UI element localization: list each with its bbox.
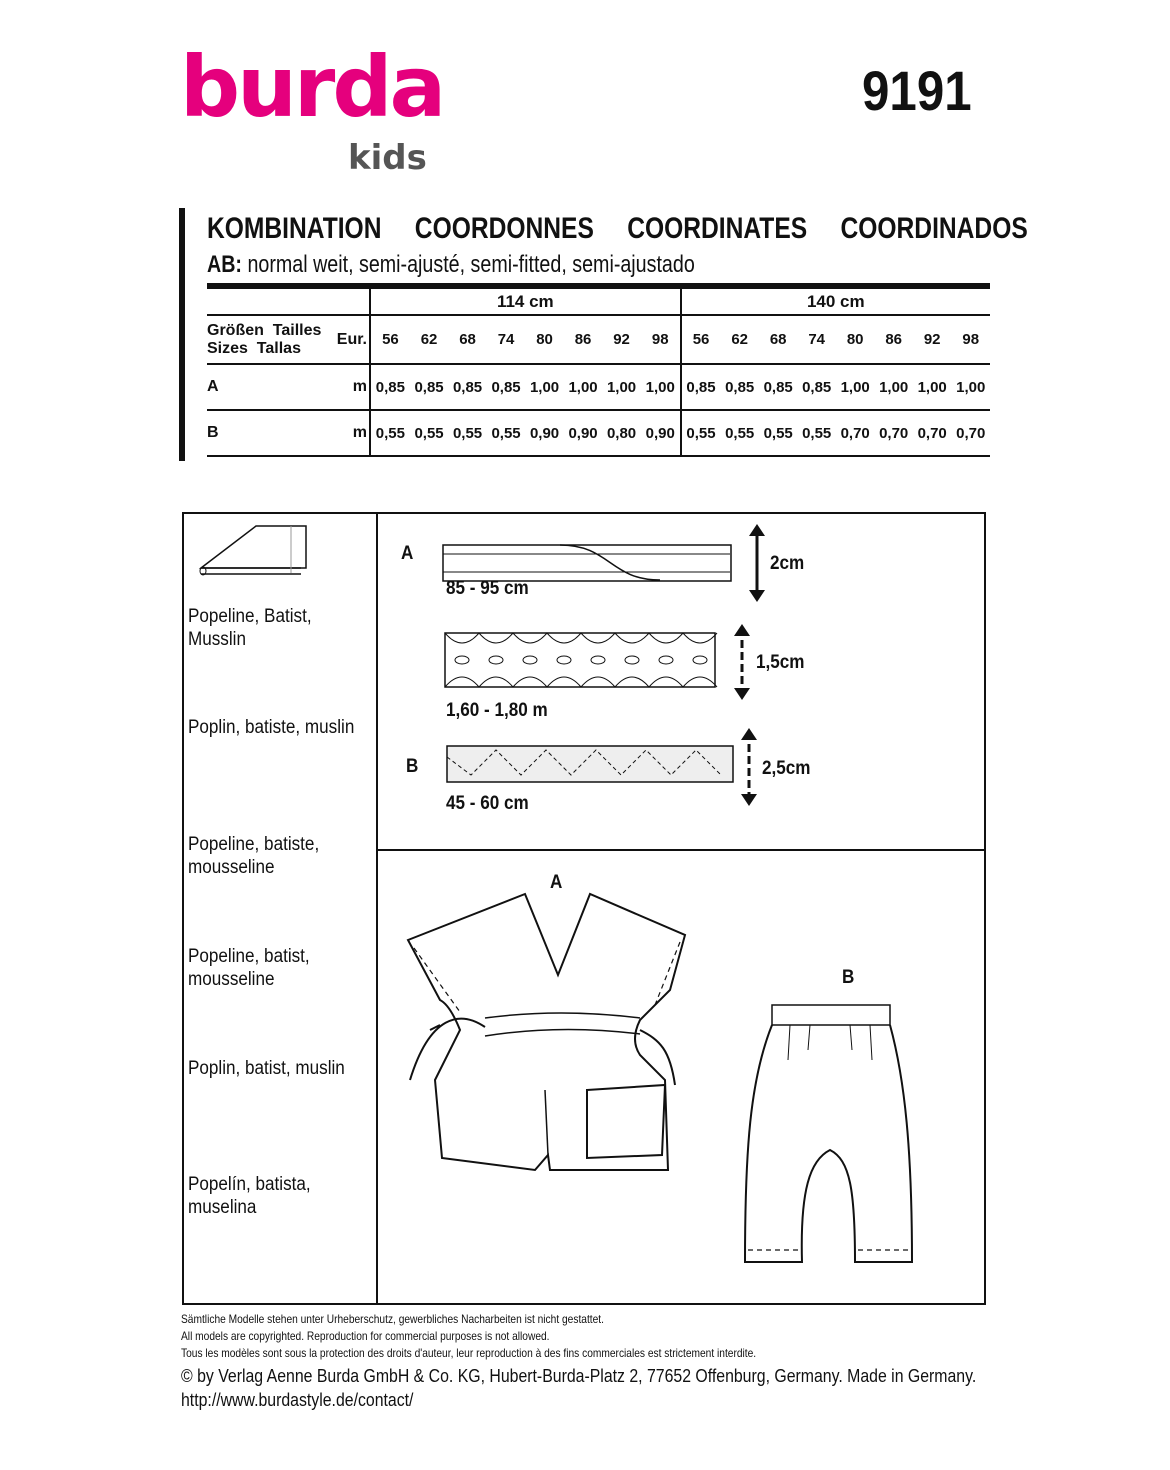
- yardage-cell: 0,85: [410, 364, 449, 410]
- size-68: 68: [759, 315, 798, 364]
- yardage-cell: 1,00: [602, 364, 641, 410]
- fabric-other: Poplin, batist, muslin: [188, 1058, 345, 1079]
- notion-width: 2cm: [770, 553, 805, 574]
- size-86: 86: [874, 315, 913, 364]
- size-56: 56: [370, 315, 410, 364]
- yardage-cell: 1,00: [641, 364, 681, 410]
- yardage-cell: 0,70: [836, 410, 875, 456]
- yardage-cell: 0,85: [487, 364, 526, 410]
- size-92: 92: [913, 315, 952, 364]
- notion-length: 45 - 60 cm: [446, 793, 529, 814]
- copyright-en: All models are copyrighted. Reproduction for commercial purposes is not allowed.: [181, 1329, 550, 1343]
- yardage-cell: 0,80: [602, 410, 641, 456]
- yardage-cell: 0,85: [720, 364, 759, 410]
- notion-width: 1,5cm: [756, 652, 805, 673]
- yardage-cell: 0,55: [759, 410, 798, 456]
- yardage-cell: 0,55: [448, 410, 487, 456]
- contact-link[interactable]: http://www.burdastyle.de/contact/: [181, 1390, 414, 1410]
- yardage-cell: 1,00: [951, 364, 990, 410]
- fabric-en: Poplin, batiste, muslin: [188, 717, 355, 738]
- sketch-label-a: A: [550, 872, 563, 893]
- width-114: 114 cm: [370, 286, 681, 315]
- eyelet-lace-drawing: [440, 628, 720, 692]
- size-80: 80: [525, 315, 564, 364]
- yardage-cell: 0,55: [681, 410, 721, 456]
- notion-length: 1,60 - 1,80 m: [446, 700, 548, 721]
- piping-drawing: [446, 745, 736, 785]
- width-arrow-icon: [745, 522, 769, 604]
- yardage-cell: 0,55: [797, 410, 836, 456]
- copyright-fr: Tous les modèles sont sous la protection des droits d'auteur, leur reproduction à des fins commerciales est strictement interdite.: [181, 1346, 757, 1360]
- width-140: 140 cm: [681, 286, 990, 315]
- fabric-nl: Popeline, batist, mousseline: [188, 946, 310, 990]
- yardage-cell: 0,55: [487, 410, 526, 456]
- yardage-cell: 0,70: [874, 410, 913, 456]
- size-68: 68: [448, 315, 487, 364]
- yardage-cell: 0,90: [564, 410, 603, 456]
- size-label: Größen Tailles Sizes Tallas: [207, 315, 332, 364]
- yardage-table: [207, 283, 990, 457]
- copyright-de: Sämtliche Modelle stehen unter Urheberschutz, gewerbliches Nacharbeiten ist nicht gestattet.: [181, 1312, 604, 1326]
- notion-width: 2,5cm: [762, 758, 811, 779]
- pants-b-sketch: [740, 1000, 920, 1270]
- fabric-de: Popeline, Batist, Musslin: [188, 606, 312, 650]
- yardage-cell: 0,90: [641, 410, 681, 456]
- notion-length: 85 - 95 cm: [446, 578, 529, 599]
- size-62: 62: [720, 315, 759, 364]
- sketch-label-b: B: [842, 967, 855, 988]
- yardage-cell: 0,85: [370, 364, 410, 410]
- yardage-cell: 0,85: [759, 364, 798, 410]
- fit-text: normal weit, semi-ajusté, semi-fitted, semi-ajustado: [241, 251, 695, 278]
- yardage-cell: 1,00: [874, 364, 913, 410]
- size-74: 74: [797, 315, 836, 364]
- fabric-es: Popelín, batista, muselina: [188, 1174, 311, 1218]
- fabric-fr: Popeline, batiste, mousseline: [188, 834, 320, 878]
- fit-description: [207, 251, 695, 279]
- size-86: 86: [564, 315, 603, 364]
- size-92: 92: [602, 315, 641, 364]
- width-arrow-icon: [730, 622, 754, 702]
- unit: m: [332, 410, 370, 456]
- yardage-cell: 0,55: [720, 410, 759, 456]
- divider: [376, 512, 378, 1305]
- publisher-info: © by Verlag Aenne Burda GmbH & Co. KG, Hubert-Burda-Platz 2, 77652 Offenburg, Germany. Made in Germany.: [181, 1366, 977, 1386]
- fabric-roll-icon: [196, 518, 316, 583]
- yardage-cell: 0,55: [410, 410, 449, 456]
- size-74: 74: [487, 315, 526, 364]
- size-98: 98: [641, 315, 681, 364]
- eur-label: Eur.: [332, 315, 370, 364]
- view-label: B: [207, 410, 332, 456]
- size-56: 56: [681, 315, 721, 364]
- views-label: AB:: [207, 251, 242, 278]
- yardage-cell: 0,55: [370, 410, 410, 456]
- yardage-cell: 1,00: [836, 364, 875, 410]
- size-98: 98: [951, 315, 990, 364]
- yardage-cell: 1,00: [913, 364, 952, 410]
- title-bar: [179, 208, 185, 461]
- width-arrow-icon: [737, 726, 761, 808]
- yardage-cell: 0,90: [525, 410, 564, 456]
- yardage-cell: 0,70: [913, 410, 952, 456]
- yardage-cell: 0,70: [951, 410, 990, 456]
- yardage-cell: 0,85: [681, 364, 721, 410]
- yardage-cell: 1,00: [525, 364, 564, 410]
- divider: [377, 849, 986, 851]
- size-80: 80: [836, 315, 875, 364]
- brand-logo: burda: [180, 38, 444, 136]
- unit: m: [332, 364, 370, 410]
- pattern-number: 9191: [862, 59, 972, 122]
- page-title: KOMBINATION COORDONNES COORDINATES COORDINADOS: [207, 212, 1028, 245]
- size-62: 62: [410, 315, 449, 364]
- yardage-cell: 1,00: [564, 364, 603, 410]
- notion-view-b: B: [406, 756, 419, 777]
- brand-sub: kids: [348, 138, 427, 178]
- yardage-cell: 0,85: [448, 364, 487, 410]
- yardage-cell: 0,85: [797, 364, 836, 410]
- notion-view-a: A: [401, 543, 414, 564]
- top-a-sketch: [400, 890, 690, 1180]
- view-label: A: [207, 364, 332, 410]
